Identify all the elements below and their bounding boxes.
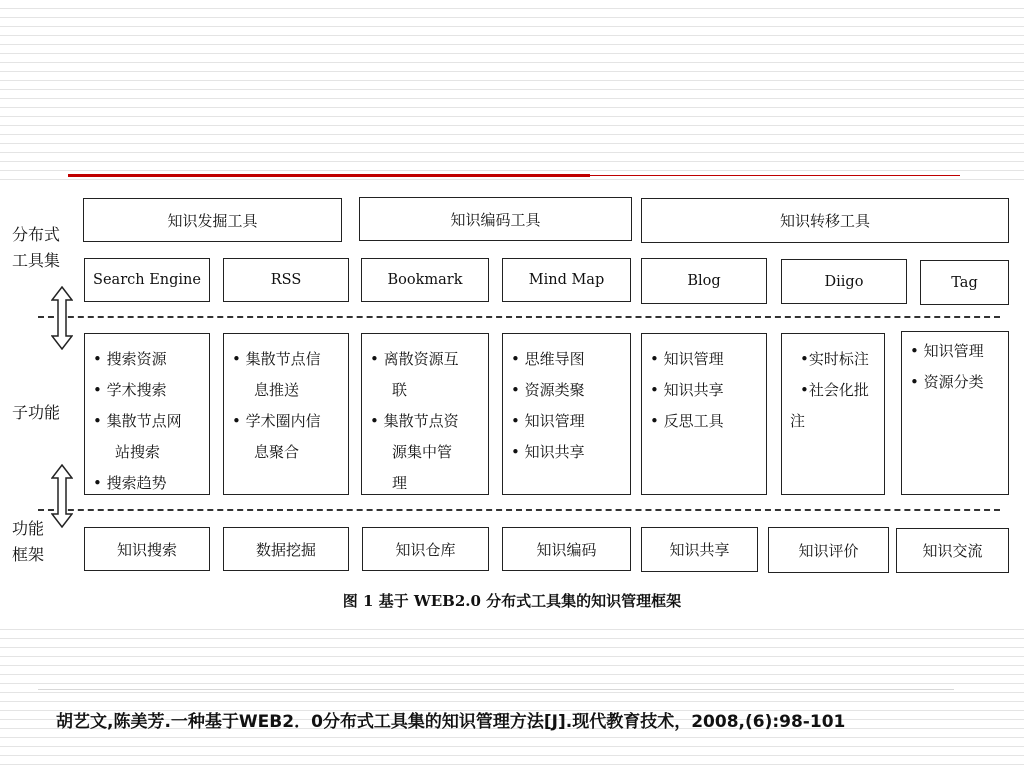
subfunction-item: • 反思工具 [650, 412, 724, 430]
framework-box-data-mining: 数据挖掘 [223, 527, 349, 571]
title-accent-rule-thin [590, 175, 960, 176]
subfunction-item: • 离散资源互 [370, 350, 459, 368]
subfunction-item: • 搜索资源 [93, 350, 167, 368]
subfunction-item: • 思维导图 [511, 350, 585, 368]
subfunction-item: • 集散节点网 [93, 412, 182, 430]
subfunction-item-continuation: 站搜索 [115, 443, 161, 461]
row-label-tool-set [12, 222, 60, 274]
citation-footer: 胡艺文,陈美芳.一种基于WEB2．0分布式工具集的知识管理方法[J].现代教育技术，2008,(6):98-101 [56, 712, 846, 732]
row-label-framework-line1: 功能 [12, 519, 45, 538]
tool-box-search-engine: Search Engine [84, 258, 210, 302]
footer-divider [38, 689, 954, 690]
subfunction-item: • 知识管理 [910, 342, 984, 360]
category-box-knowledge-mining: 知识发掘工具 [83, 198, 342, 242]
knowledge-management-framework-figure [0, 180, 1024, 627]
subfunction-item: • 学术搜索 [93, 381, 167, 399]
subfunction-item: • 知识共享 [511, 443, 585, 461]
subfunction-item: • 集散节点资 [370, 412, 459, 430]
tool-box-rss: RSS [223, 258, 349, 302]
row-label-sub-function: 子功能 [12, 403, 61, 422]
subfunction-item: • 学术圈内信 [232, 412, 321, 430]
subfunction-item-continuation: 注 [790, 412, 806, 430]
category-box-knowledge-coding: 知识编码工具 [359, 197, 632, 241]
subfunction-item: • 集散节点信 [232, 350, 321, 368]
dashed-separator-lower [38, 509, 1000, 511]
framework-box-knowledge-repository: 知识仓库 [362, 527, 489, 571]
tool-box-bookmark: Bookmark [361, 258, 489, 302]
title-accent-rule [68, 174, 590, 177]
framework-box-knowledge-coding: 知识编码 [502, 527, 631, 571]
dashed-separator-upper [38, 316, 1000, 318]
subfunction-item: •实时标注 [800, 350, 869, 368]
subfunction-box-search-engine [84, 333, 210, 495]
subfunction-box-mind-map [502, 333, 631, 495]
subfunction-item: • 资源分类 [910, 373, 984, 391]
tool-box-blog: Blog [641, 258, 767, 304]
row-label-tool-set-line2: 工具集 [12, 251, 61, 270]
framework-box-knowledge-search: 知识搜索 [84, 527, 210, 571]
subfunction-box-rss [223, 333, 349, 495]
subfunction-item-continuation: 源集中管 [392, 443, 453, 461]
subfunction-box-blog [641, 333, 767, 495]
subfunction-item-continuation: 息推送 [254, 381, 300, 399]
subfunction-box-diigo [781, 333, 885, 495]
subfunction-item-continuation: 理 [392, 474, 408, 492]
tool-box-mind-map: Mind Map [502, 258, 631, 302]
subfunction-item: • 知识管理 [511, 412, 585, 430]
row-label-framework-line2: 框架 [12, 545, 45, 564]
subfunction-item-continuation: 息聚合 [254, 443, 300, 461]
subfunction-item: •社会化批 [800, 381, 869, 399]
framework-box-knowledge-evaluation: 知识评价 [768, 527, 889, 573]
subfunction-box-bookmark [361, 333, 489, 495]
double-arrow-icon-lower [51, 464, 73, 528]
subfunction-item: • 知识管理 [650, 350, 724, 368]
framework-box-knowledge-exchange: 知识交流 [896, 528, 1009, 573]
double-arrow-icon-upper [51, 286, 73, 350]
tool-box-diigo: Diigo [781, 259, 907, 304]
row-label-framework [12, 516, 44, 568]
tool-box-tag: Tag [920, 260, 1009, 305]
subfunction-item: • 知识共享 [650, 381, 724, 399]
subfunction-item: • 资源类聚 [511, 381, 585, 399]
category-box-knowledge-transfer: 知识转移工具 [641, 198, 1009, 243]
subfunction-item-continuation: 联 [392, 381, 408, 399]
framework-box-knowledge-sharing: 知识共享 [641, 527, 758, 572]
subfunction-box-tag [901, 331, 1009, 495]
subfunction-item: • 搜索趋势 [93, 474, 167, 492]
row-label-tool-set-line1: 分布式 [12, 225, 61, 244]
figure-caption: 图 1 基于 WEB2.0 分布式工具集的知识管理框架 [342, 592, 682, 610]
